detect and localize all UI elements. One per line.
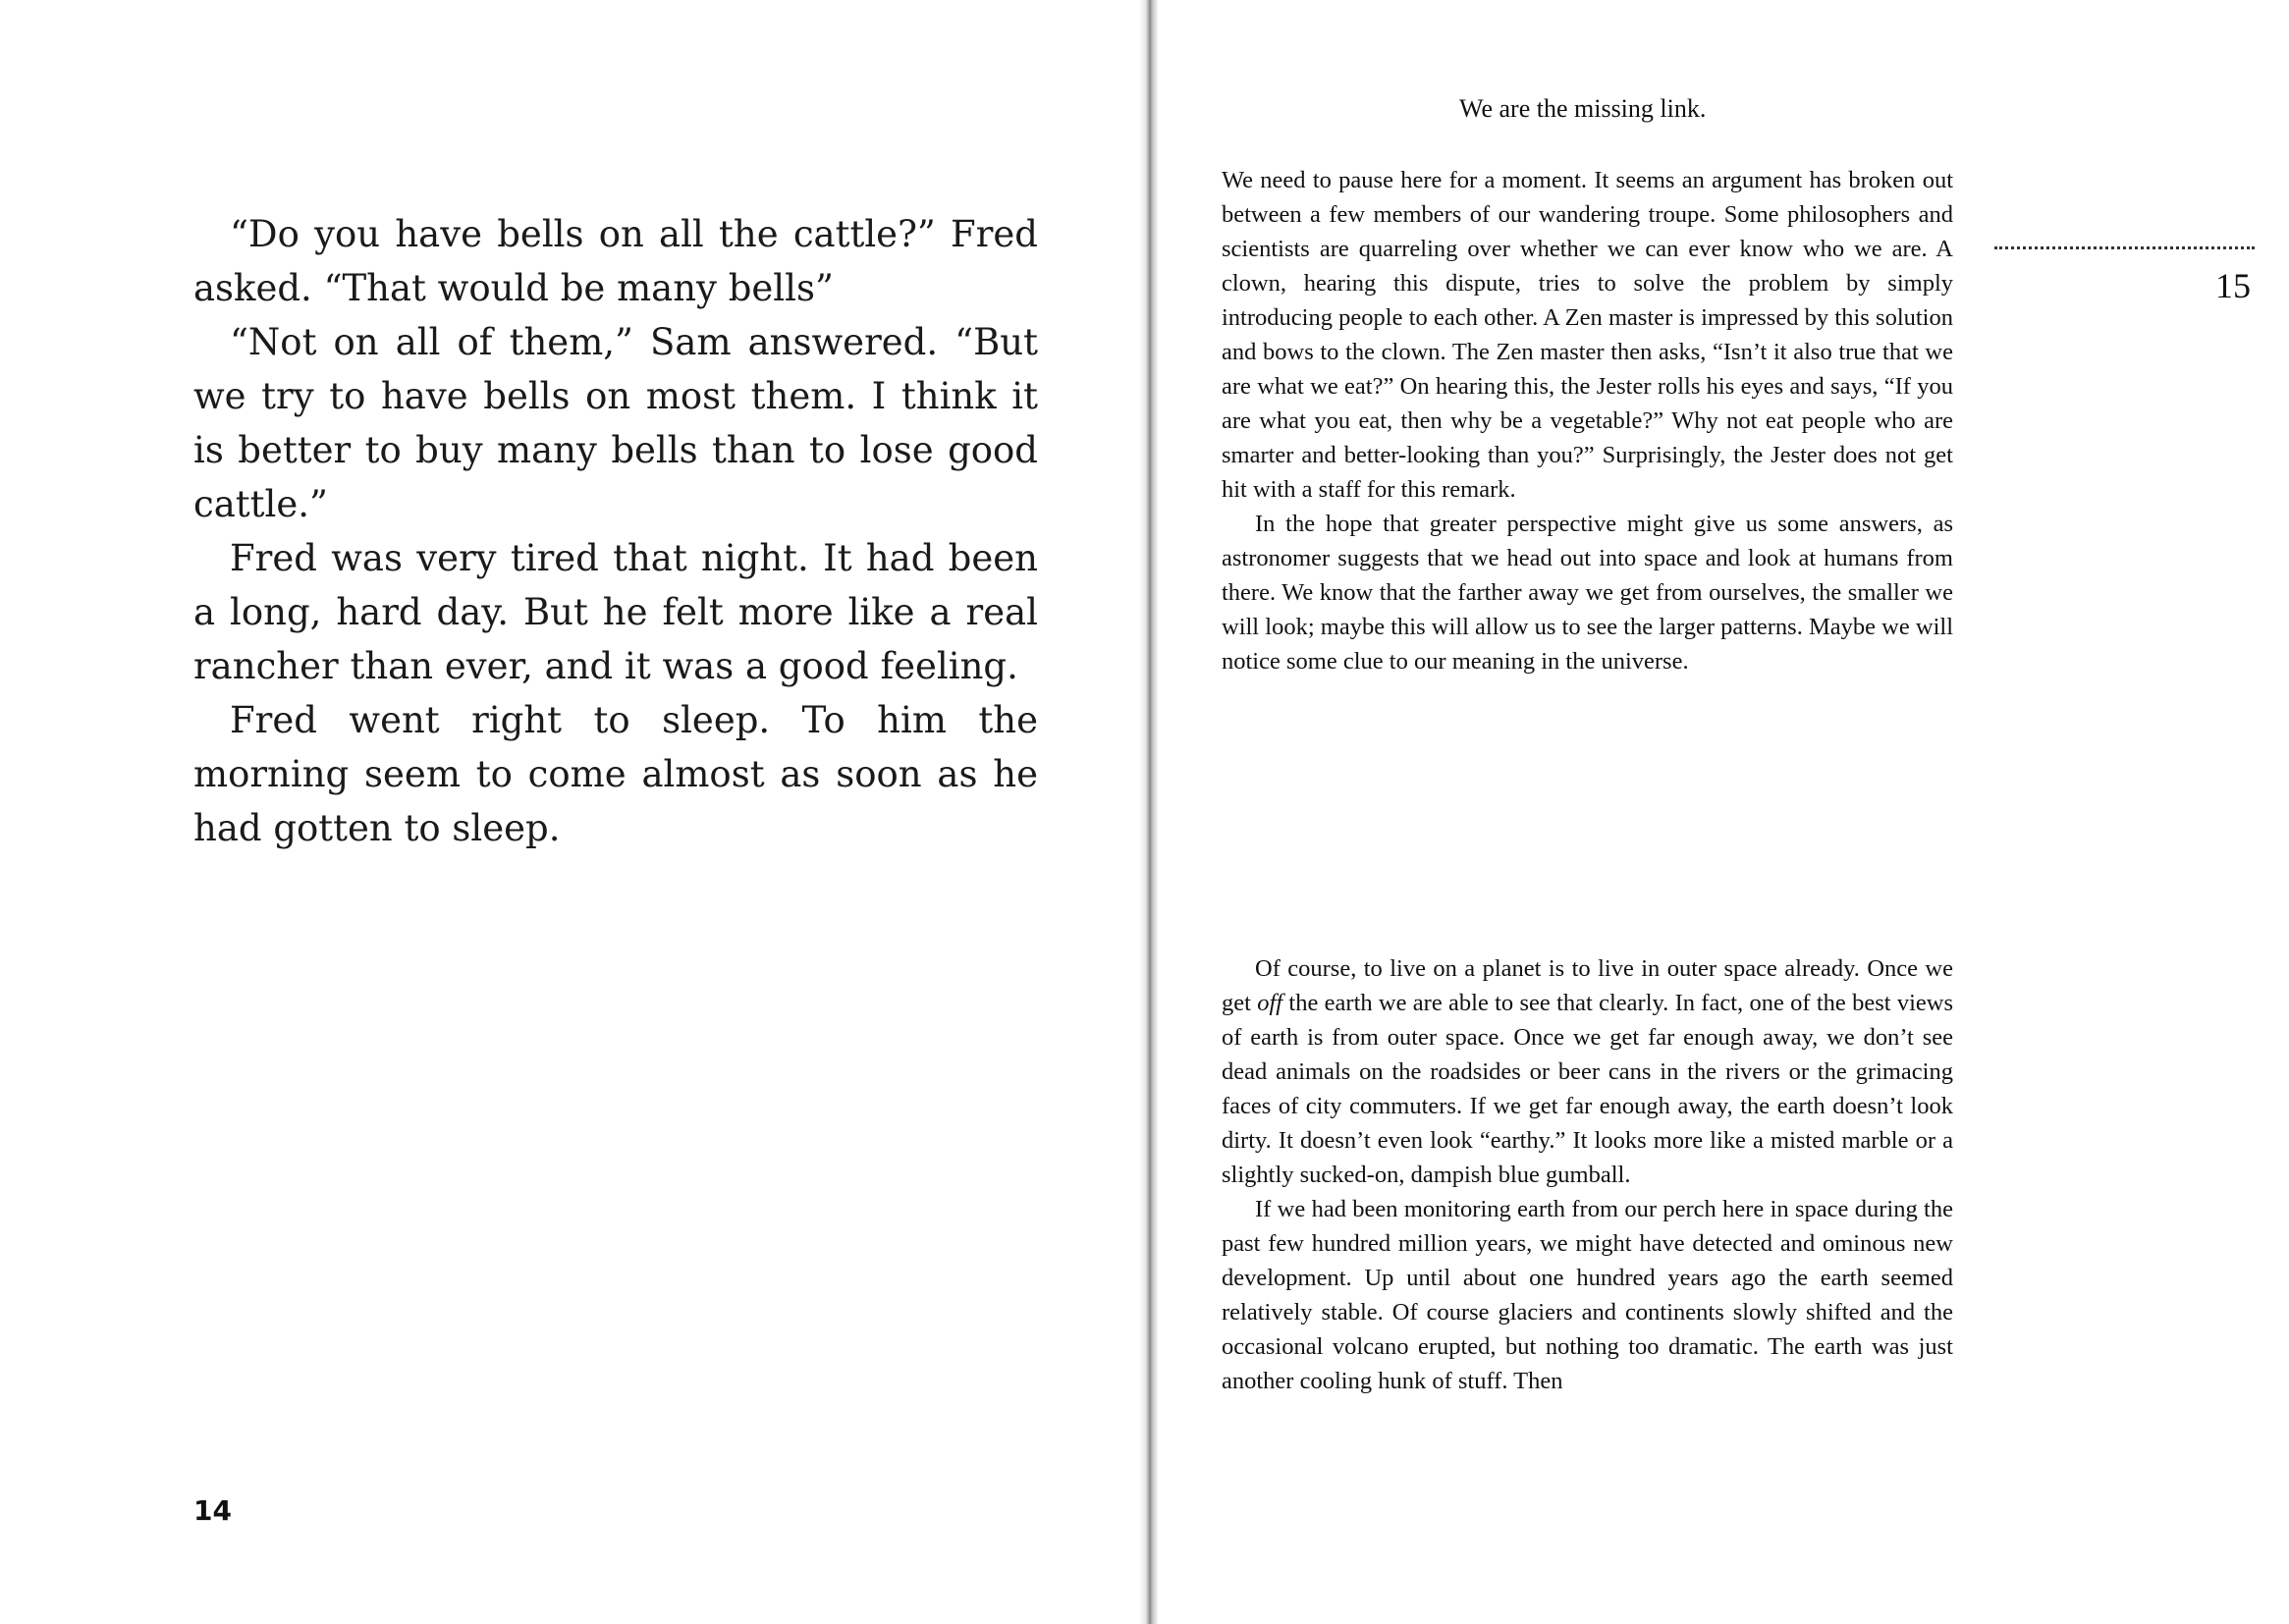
- left-paragraph: “Do you have bells on all the cattle?” Fred asked. “That would be many bells”: [193, 213, 1038, 309]
- left-paragraph: “Not on all of them,” Sam answered. “But we try to have bells on most them. I think it is better to buy many bells than to lose good cattle.”: [193, 321, 1038, 525]
- left-page-body: [193, 207, 1038, 855]
- running-head: We are the missing link.: [1459, 94, 1707, 123]
- right-paragraph: If we had been monitoring earth from our perch here in space during the past few hundred million years, we might have detected and ominous new development. Up until about one hundred years ago the earth seemed relatively stable. Of course glaciers and continents slowly shifted and the occasional volcano erupted, but nothing too dramatic. The earth was just another cooling hunk of stuff. Then: [1222, 1196, 1953, 1394]
- folio-dotted-rule: [1994, 246, 2255, 249]
- text-run: Of course, to live on a planet is to live in outer space already. Once we get: [1222, 955, 1953, 1016]
- left-paragraph: Fred went right to sleep. To him the morning seem to come almost as soon as he had gotten to sleep.: [193, 699, 1038, 849]
- book-gutter: [1139, 0, 1159, 1624]
- emphasized-word: off: [1257, 990, 1283, 1016]
- right-paragraph: We need to pause here for a moment. It seems an argument has broken out between a few members of our wandering troupe. Some philosophers and scientists are quarreling over whether we can ever know who we are. A clown, hearing this dispute, tries to solve the problem by simply introducing people to each other. A Zen master is impressed by this solution and bows to the clown. The Zen master then asks, “Isn’t it also true that we are what we eat?” On hearing this, the Jester rolls his eyes and says, “If you are what you eat, then why be a vegetable?” Why not eat people who are smarter and better-looking than you?” Surprisingly, the Jester does not get hit with a staff for this remark.: [1222, 167, 1953, 503]
- right-page-top-text: [1222, 163, 1953, 678]
- left-paragraph: Fred was very tired that night. It had been a long, hard day. But he felt more like a real rancher than ever, and it was a good feeling.: [193, 537, 1038, 687]
- right-page-bottom-text: [1222, 951, 1953, 1398]
- left-page-number: 14: [193, 1494, 232, 1527]
- right-page-number: 15: [2215, 266, 2251, 305]
- right-paragraph: [1222, 951, 1953, 1192]
- text-run: the earth we are able to see that clearly. In fact, one of the best views of earth is from outer space. Once we get far enough away, we don’t see dead animals on the roadsides or beer cans in the rivers or the grimacing faces of city commuters. If we get far enough away, the earth doesn’t look dirty. It doesn’t even look “earthy.” It looks more like a misted marble or a slightly sucked-on, dampish blue gumball.: [1222, 990, 1953, 1188]
- right-paragraph: In the hope that greater perspective might give us some answers, as astronomer suggests that we head out into space and look at humans from there. We know that the farther away we get from ourselves, the smaller we will look; maybe this will allow us to see the larger patterns. Maybe we will notice some clue to our meaning in the universe.: [1222, 511, 1953, 675]
- left-page: [0, 0, 1141, 1624]
